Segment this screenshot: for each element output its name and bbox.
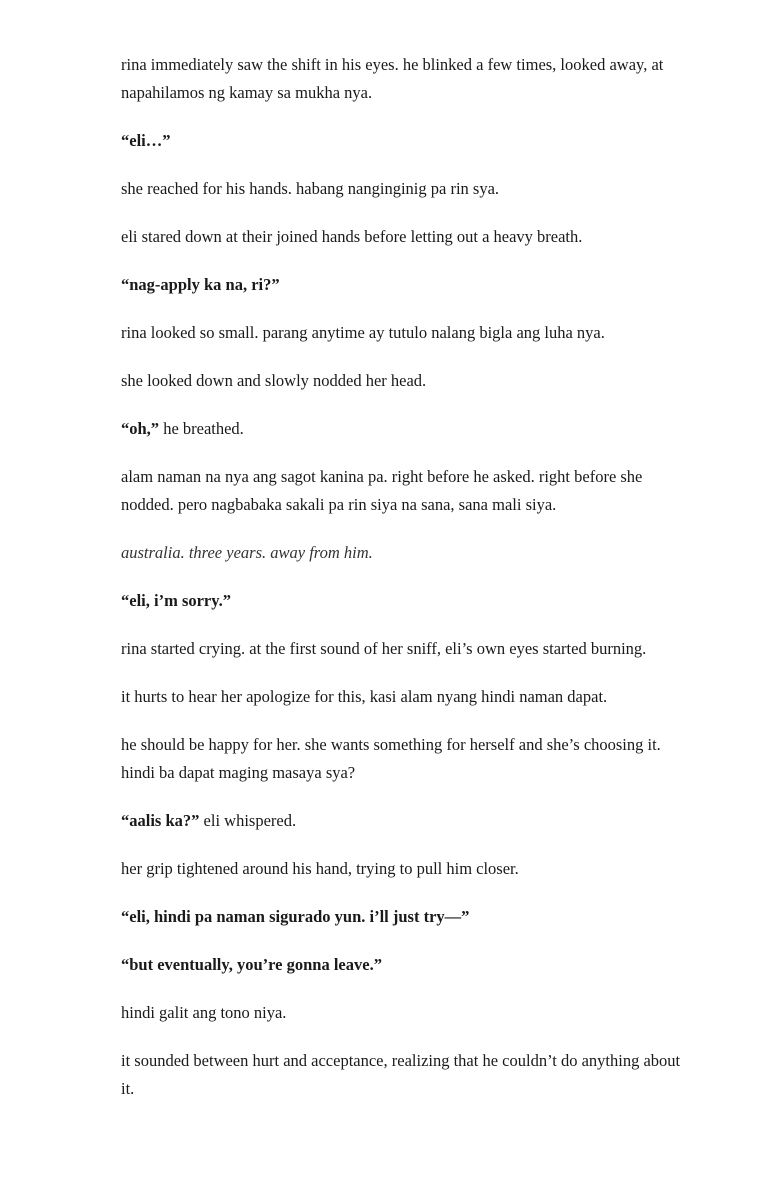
paragraph [121,683,681,711]
paragraph [121,731,681,787]
paragraph [121,635,681,663]
paragraph [121,367,681,395]
paragraph-text: rina started crying. at the first sound of her sniff, eli’s own eyes started burning. [121,639,647,658]
paragraph-text: she looked down and slowly nodded her head. [121,371,427,390]
paragraph [121,319,681,347]
paragraph [121,999,681,1027]
paragraph [121,175,681,203]
paragraph [121,1047,681,1103]
paragraph-text: he should be happy for her. she wants something for herself and she’s choosing it. hindi ba dapat maging masaya sya? [121,735,661,782]
dialogue-text: “nag-apply ka na, ri?” [121,275,280,294]
italic-paragraph [121,539,681,567]
paragraph [121,223,681,251]
paragraph [121,463,681,519]
dialogue-text: “eli, hindi pa naman sigurado yun. i’ll just try—” [121,907,470,926]
paragraph-text: rina looked so small. parang anytime ay tutulo nalang bigla ang luha nya. [121,323,605,342]
paragraph-text: she reached for his hands. habang nanginginig pa rin sya. [121,179,500,198]
dialogue-paragraph [121,127,681,155]
paragraph-text: hindi galit ang tono niya. [121,1003,287,1022]
paragraph-text: it sounded between hurt and acceptance, realizing that he couldn’t do anything about it. [121,1051,681,1098]
dialogue-text: “eli…” [121,131,171,150]
paragraph-text: her grip tightened around his hand, trying to pull him closer. [121,859,519,878]
dialogue-paragraph [121,807,681,835]
paragraph-text: rina immediately saw the shift in his eyes. he blinked a few times, looked away, at napahilamos ng kamay sa mukha nya. [121,55,664,102]
dialogue-text: “eli, i’m sorry.” [121,591,231,610]
paragraph-text: he breathed. [159,419,244,438]
italic-text: australia. three years. away from him. [121,543,373,562]
paragraph-text: eli whispered. [199,811,297,830]
paragraph [121,51,681,107]
dialogue-text: “oh,” [121,419,160,438]
paragraph-text: it hurts to hear her apologize for this, kasi alam nyang hindi naman dapat. [121,687,608,706]
paragraph-text: eli stared down at their joined hands before letting out a heavy breath. [121,227,583,246]
dialogue-text: “but eventually, you’re gonna leave.” [121,955,382,974]
dialogue-paragraph [121,587,681,615]
paragraph-text: alam naman na nya ang sagot kanina pa. right before he asked. right before she nodded. pero nagbabaka sakali pa rin siya na sana, sana mali siya. [121,467,643,514]
dialogue-paragraph [121,415,681,443]
paragraph [121,855,681,883]
document-body [121,51,681,1123]
dialogue-paragraph [121,951,681,979]
dialogue-text: “aalis ka?” [121,811,200,830]
dialogue-paragraph [121,903,681,931]
dialogue-paragraph [121,271,681,299]
